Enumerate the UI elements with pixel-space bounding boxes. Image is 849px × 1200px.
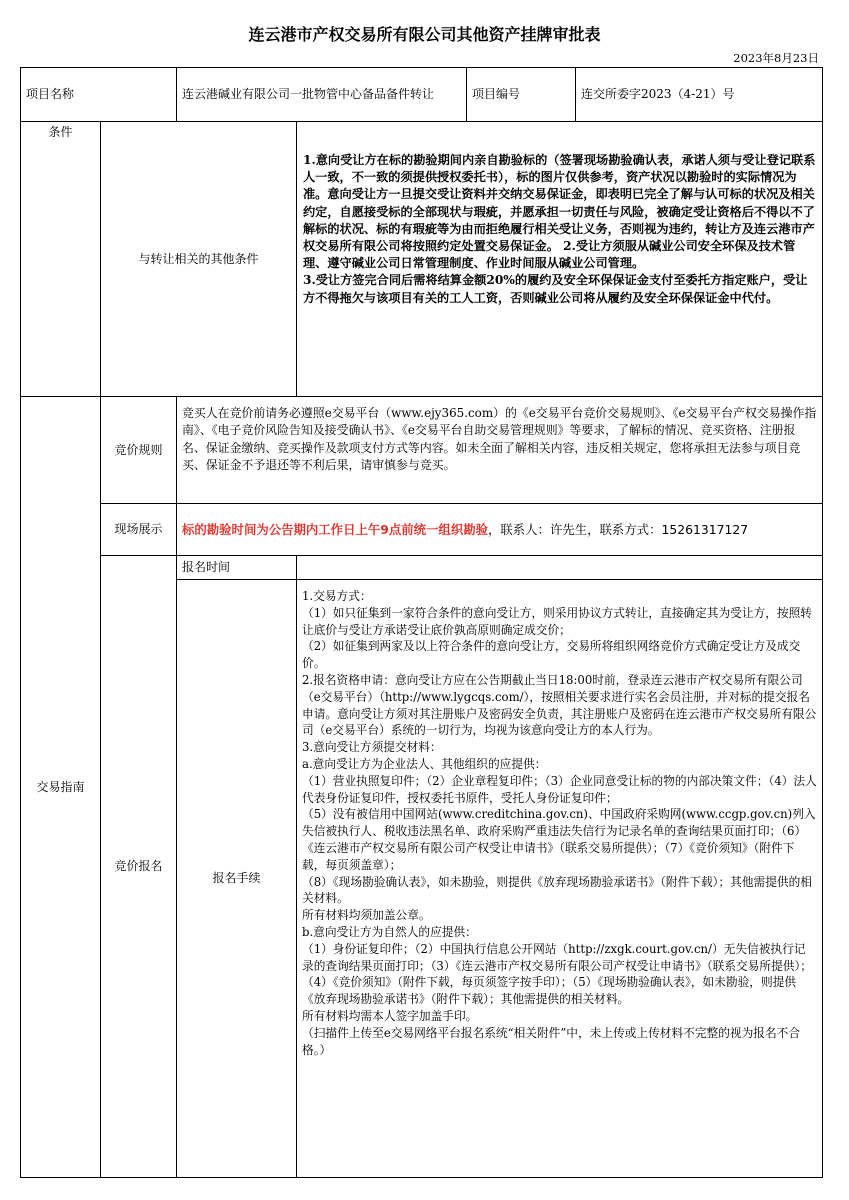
registration-time-label: 报名时间 [176, 555, 297, 580]
bidding-rules-text: 竞买人在竞价前请务必遵照e交易平台（www.ejy365.com）的《e交易平台竞价交易规则》、《e交易平台产权交易操作指南》、《电子竞价风险告知及接受确认书》、《e交易平台自助交易管理规则》等要求，了解标的情况、竞买资格、注册报名、保证金缴纳、竞买操作及款项支付方式等内容。如未全面了解相关内容，违反相关规定，您将承担无法参与项目竞买、保证金不予退还等不利后果，请审慎参与竞买。 [176, 396, 823, 504]
procedure-line: （扫描件上传至e交易网络平台报名系统“相关附件”中，未上传或上传材料不完整的视为报名不合格。） [302, 1025, 801, 1057]
registration-procedure-label: 报名手续 [176, 579, 297, 1178]
bidding-rules-label: 竞价规则 [100, 396, 177, 504]
procedure-line: 2.报名资格申请：意向受让方应在公告期截止当日18:00时前，登录连云港市产权交易所有限公司（e交易平台）（http://www.lygcqs.com/），按照相关要求进行实名会员注册，并对标的提交报名申请。意向受让方须对其注册账户及密码安全负责，其注册账户及密码在连云港市产权交易所有限公司（e交易平台）系统的一切行为，均视为该意向受让方的本人行为。 [302, 672, 817, 738]
project-code-label: 项目编号 [466, 67, 576, 122]
site-contact: ，联系人：许先生，联系方式：15261317127 [488, 522, 749, 537]
bid-signup-label: 竞价报名 [100, 555, 177, 1178]
procedure-line: （5）没有被信用中国网站(www.creditchina.gov.cn)、中国政府采购网(www.ccgp.gov.cn)列入失信被执行人、税收违法黑名单、政府采购严重违法失信行为记录名单的查询结果页面打印；（6）《连云港市产权交易所有限公司产权受让申请书》（联系交易所提供）；（7）《竞价须知》（附件下载，每页须盖章）； [302, 807, 816, 872]
conditions-section-label: 条件 [20, 121, 101, 397]
procedure-line: （2）如征集到两家及以上符合条件的意向受让方，交易所将组织网络竞价方式确定受让方及成交价。 [302, 639, 801, 671]
procedure-line: （1）营业执照复印件；（2）企业章程复印件；（3）企业同意受让标的物的内部决策文件；（4）法人代表身份证复印件，授权委托书原件，受托人身份证复印件； [302, 773, 817, 805]
procedure-line: （8）《现场勘验确认表》，如未勘验，则提供《放弃现场勘验承诺书》（附件下载）；其他需提供的相关材料。 [302, 874, 812, 906]
trading-guide-section-label: 交易指南 [20, 396, 101, 1178]
procedure-line: （1）如只征集到一家符合条件的意向受让方，则采用协议方式转让，直接确定其为受让方，按照转让底价与受让方承诺受让底价孰高原则确定成交价； [302, 605, 812, 637]
procedure-line: 所有材料均须加盖公章。 [302, 908, 431, 923]
project-name-label: 项目名称 [20, 67, 177, 122]
other-conditions-label: 与转让相关的其他条件 [100, 121, 297, 397]
project-code-value: 连交所委字2023（4-21）号 [575, 67, 823, 122]
procedure-line: a.意向受让方为企业法人、其他组织的应提供： [302, 756, 547, 771]
procedure-line: b.意向受让方为自然人的应提供： [302, 924, 477, 939]
document-title: 连云港市产权交易所有限公司其他资产挂牌审批表 [248, 25, 601, 44]
procedure-line: 1.交易方式： [302, 589, 372, 603]
condition-paragraph-2: 3.受让方签完合同后需将结算金额20%的履约及安全环保保证金支付至委托方指定账户，受让方不得拖欠与该项目有关的工人工资，否则碱业公司将从履约及安全环保保证金中代付。 [303, 273, 808, 305]
registration-procedure-text [296, 579, 823, 1178]
procedure-line: 3.意向受让方须提交材料： [302, 740, 442, 755]
condition-paragraph-1: 1.意向受让方在标的勘验期间内亲自勘验标的（签署现场勘验确认表，承诺人须与受让登记联系人一致，不一致的须提供授权委托书），标的图片仅供参考，资产状况以勘验时的实际情况为准。意向受让方一旦提交受让资料并交纳交易保证金，即表明已完全了解与认可标的状况及相关约定，自愿接受标的全部现状与瑕疵，并愿承担一切责任与风险，被确定受让资格后不得以不了解标的状况、标的有瑕疵等为由而拒绝履行相关受让义务，否则视为违约，转让方及连云港市产权交易所有限公司将按照约定处置交易保证金。 2.受让方须服从碱业公司安全环保及技术管理、遵守碱业公司日常管理制度、作业时间服从碱业公司管理。 [303, 153, 816, 271]
document-date: 2023年8月23日 [733, 51, 819, 65]
site-display-label: 现场展示 [100, 503, 177, 556]
site-visit-time: 标的勘验时间为公告期内工作日上午9点前统一组织勘验 [182, 522, 488, 537]
registration-time-value [296, 555, 823, 580]
other-conditions-text [296, 121, 823, 397]
procedure-line: （1）身份证复印件；（2）中国执行信息公开网站（http://zxgk.court.gov.cn/）无失信被执行记录的查询结果页面打印；（3）《连云港市产权交易所有限公司产权受让申请书》（联系交易所提供）；（4）《竞价须知》（附件下载，每页须签字按手印）；（5）《现场勘验确认表》，如未勘验，则提供《放弃现场勘验承诺书》（附件下载）；其他需提供的相关材料。 [302, 941, 812, 1007]
site-display-text [176, 503, 823, 556]
procedure-line: 所有材料均需本人签字加盖手印。 [302, 1008, 478, 1023]
project-name-value: 连云港碱业有限公司一批物管中心备品备件转让 [176, 67, 467, 122]
